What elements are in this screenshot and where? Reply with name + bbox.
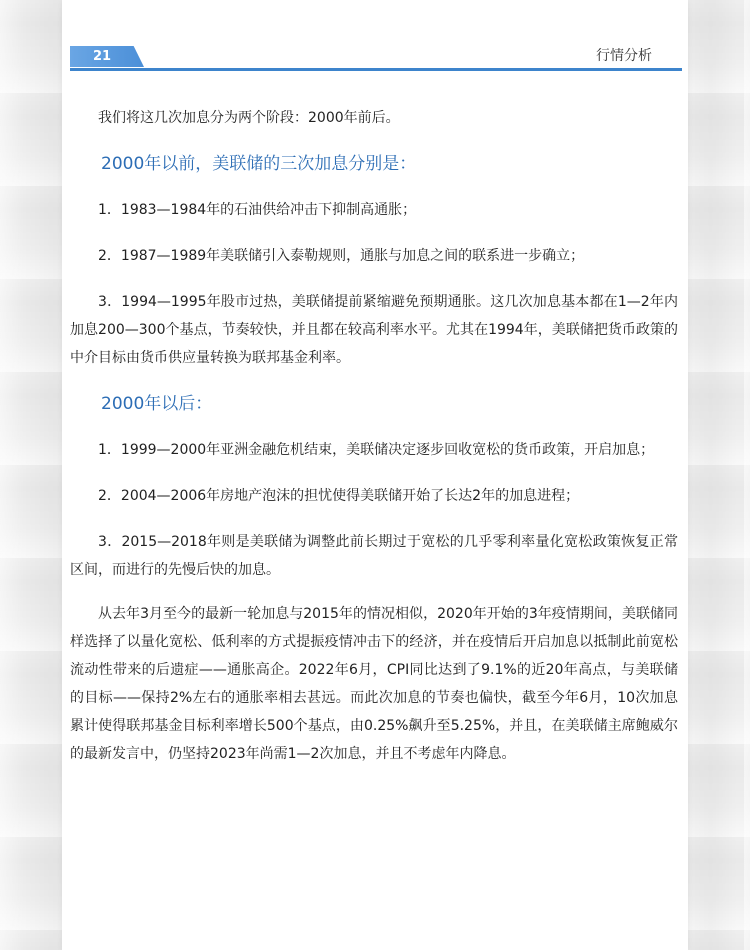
section-title: 行情分析 <box>596 48 652 64</box>
after-2000-item-1: 1．1999—2000年亚洲金融危机结束，美联储决定逐步回收宽松的货币政策，开启加息； <box>98 442 655 458</box>
header-rule <box>70 68 682 71</box>
page-number: 21 <box>92 49 112 64</box>
heading-before-2000: 2000年以前，美联储的三次加息分别是： <box>101 154 417 174</box>
before-2000-item-2: 2．1987—1989年美联储引入泰勒规则，通胀与加息之间的联系进一步确立； <box>98 248 585 264</box>
heading-after-2000: 2000年以后： <box>101 394 213 414</box>
page-header <box>70 46 682 74</box>
before-2000-item-3: 3．1994—1995年股市过热，美联储提前紧缩避免预期通胀。这几次加息基本都在1—2年内加息200—300个基点，节奏较快，并且都在较高利率水平。尤其在1994年，美联储把货币政策的中介目标由货币供应量转换为联邦基金利率。 <box>70 294 678 366</box>
after-2000-item-3: 3．2015—2018年则是美联储为调整此前长期过于宽松的几乎零利率量化宽松政策恢复正常区间，而进行的先慢后快的加息。 <box>70 534 678 578</box>
after-2000-item-2: 2．2004—2006年房地产泡沫的担忧使得美联储开始了长达2年的加息进程； <box>98 488 580 504</box>
before-2000-item-1: 1．1983—1984年的石油供给冲击下抑制高通胀； <box>98 202 417 218</box>
intro-paragraph: 我们将这几次加息分为两个阶段：2000年前后。 <box>98 110 400 126</box>
closing-paragraph: 从去年3月至今的最新一轮加息与2015年的情况相似，2020年开始的3年疫情期间，美联储同样选择了以量化宽松、低利率的方式提振疫情冲击下的经济，并在疫情后开启加息以抵制此前宽松流动性带来的后遗症——通胀高企。2022年6月，CPI同比达到了9.1%的近20年高点，与美联储的目标——保持2%左右的通胀率相去甚远。而此次加息的节奏也偏快，截至今年6月，10次加息累计使得联邦基金目标利率增长500个基点，由0.25%飙升至5.25%，并且，在美联储主席鲍威尔的最新发言中，仍坚持2023年尚需1—2次加息，并且不考虑年内降息。 <box>70 606 678 762</box>
article-body <box>70 104 678 768</box>
